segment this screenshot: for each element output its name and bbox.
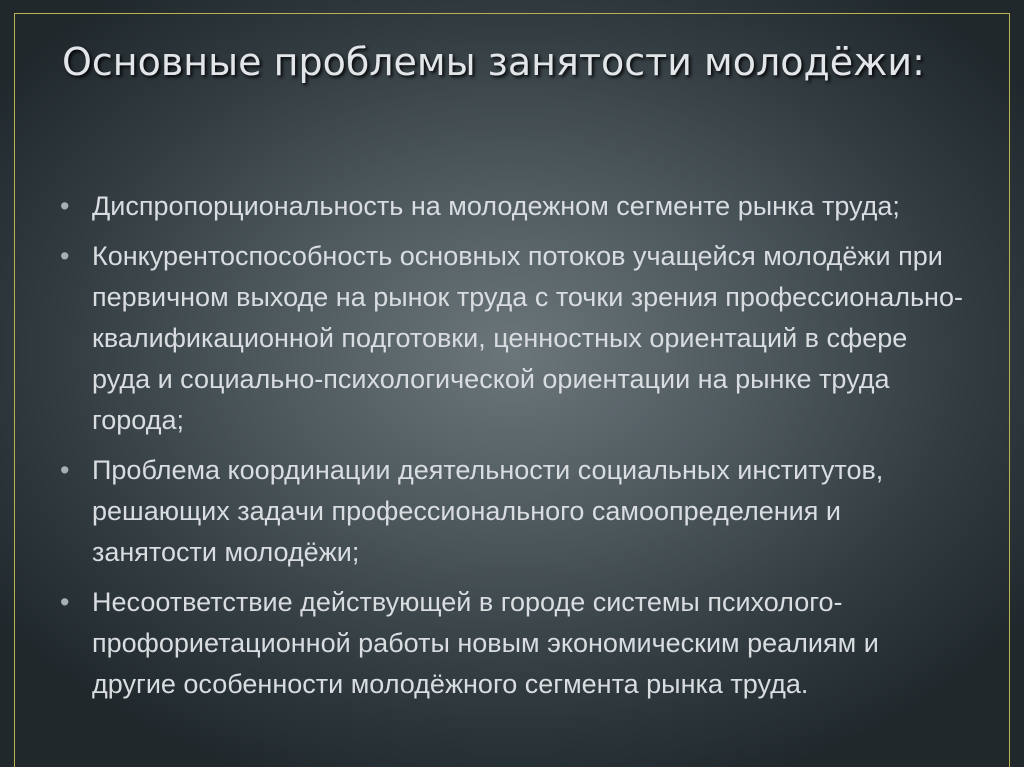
bullet-item [58, 450, 963, 573]
bullet-text: Диспропорциональность на молодежном сегменте рынка труда; [92, 191, 900, 221]
bullet-item [58, 236, 963, 441]
bullet-marker: • [60, 241, 70, 271]
slide-title: Основные проблемы занятости молодёжи: [62, 40, 925, 84]
bullet-item [58, 582, 963, 705]
bullet-item [58, 186, 963, 227]
bullet-list [58, 186, 963, 714]
bullet-marker: • [60, 191, 70, 221]
bullet-text: Несоответствие действующей в городе системы психолого-профориетационной работы новым экономическим реалиям и другие особенности молодёжного сегмента рынка труда. [92, 587, 879, 699]
bullet-text: Конкурентоспособность основных потоков учащейся молодёжи при первичном выходе на рынок труда с точки зрения профессионально-квалификационной подготовки, ценностных ориентаций в сфере руда и социально-психологической ориентации на рынке труда города; [92, 241, 963, 435]
bullet-marker: • [60, 587, 70, 617]
bullet-marker: • [60, 455, 70, 485]
bullet-text: Проблема координации деятельности социальных институтов, решающих задачи профессионального самоопределения и занятости молодёжи; [92, 455, 884, 567]
